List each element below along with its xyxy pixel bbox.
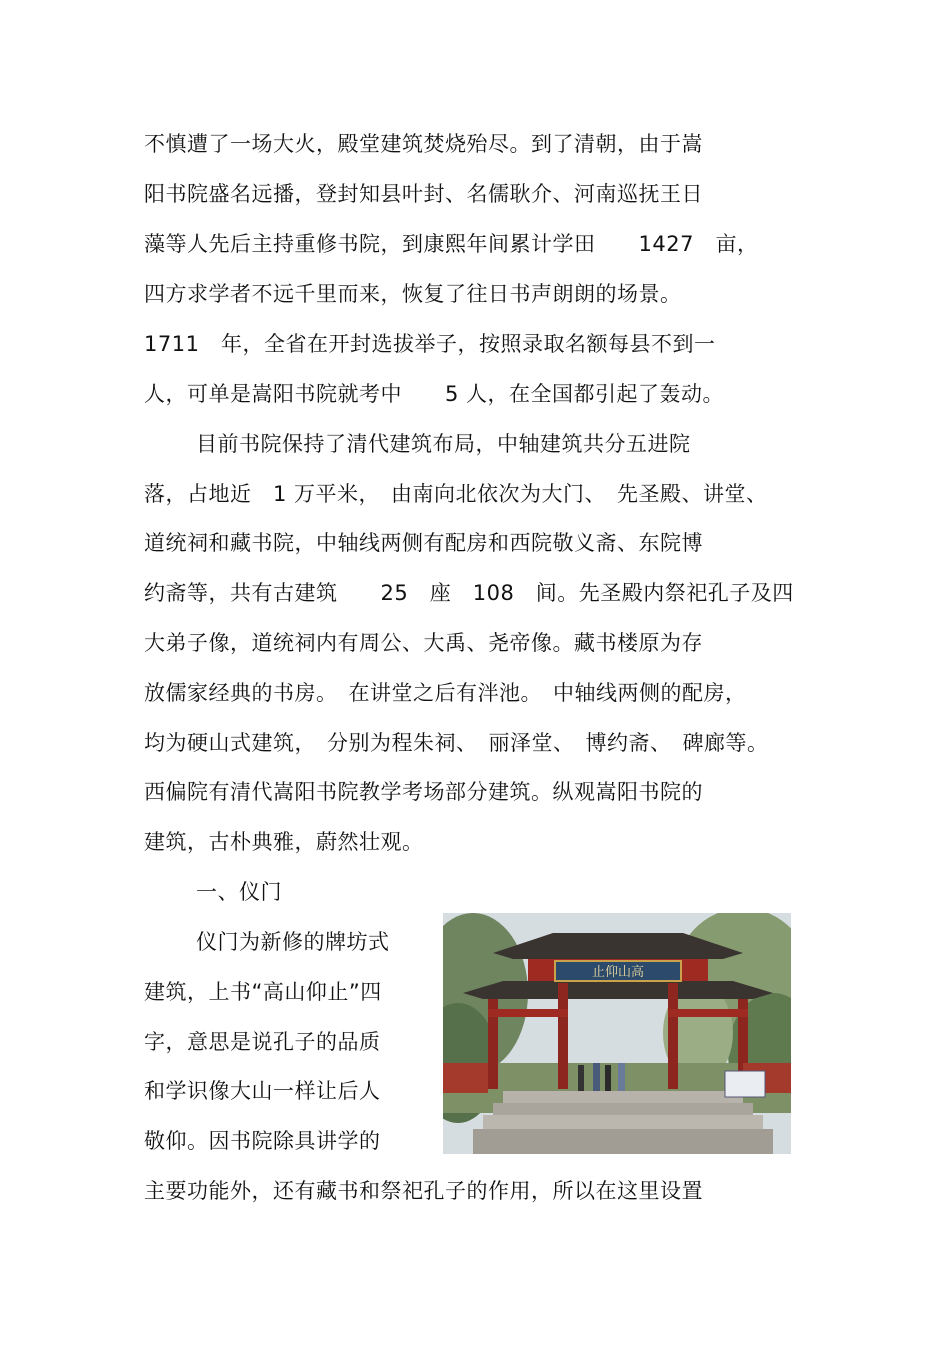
text-line: 敬仰。因书院除具讲学的 — [144, 1129, 381, 1153]
text-line: 约斋等，共有古建筑 25 座 108 间。先圣殿内祭祀孔子及四 — [144, 581, 794, 605]
text-line: 均为硬山式建筑， 分别为程朱祠、 丽泽堂、 博约斋、 碑廊等。 — [144, 731, 769, 755]
gate-illustration — [443, 913, 791, 1154]
text-line: 建筑，古朴典雅，蔚然壮观。 — [144, 830, 424, 854]
text-line: 建筑，上书“高山仰止”四 — [144, 980, 382, 1004]
text-line: 字，意思是说孔子的品质 — [144, 1030, 381, 1054]
text-line: 主要功能外，还有藏书和祭祀孔子的作用，所以在这里设置 — [144, 1179, 703, 1203]
gate-photo — [443, 913, 791, 1154]
text-line: 放儒家经典的书房。 在讲堂之后有泮池。 中轴线两侧的配房， — [144, 681, 747, 705]
text-line: 四方求学者不远千里而来，恢复了往日书声朗朗的场景。 — [144, 282, 682, 306]
text-line: 人，可单是嵩阳书院就考中 5 人，在全国都引起了轰动。 — [144, 382, 725, 406]
text-line: 西偏院有清代嵩阳书院教学考场部分建筑。纵观嵩阳书院的 — [144, 780, 703, 804]
paragraph-start: 仪门为新修的牌坊式 — [196, 930, 390, 954]
gate-plaque-text: 止仰山高 — [591, 965, 645, 980]
section-heading: 一、仪门 — [196, 880, 282, 904]
text-line: 阳书院盛名远播，登封知县叶封、名儒耿介、河南巡抚王日 — [144, 182, 703, 206]
text-line: 1711 年，全省在开封选拔举子，按照录取名额每县不到一 — [144, 332, 716, 356]
text-line: 大弟子像，道统祠内有周公、大禹、尧帝像。藏书楼原为存 — [144, 631, 703, 655]
text-line: 和学识像大山一样让后人 — [144, 1079, 381, 1103]
paragraph-start: 目前书院保持了清代建筑布局，中轴建筑共分五进院 — [196, 432, 691, 456]
text-line: 藻等人先后主持重修书院，到康熙年间累计学田 1427 亩， — [144, 232, 759, 256]
text-line: 落，占地近 1 万平米， 由南向北依次为大门、 先圣殿、讲堂、 — [144, 482, 768, 506]
text-line: 道统祠和藏书院，中轴线两侧有配房和西院敬义斋、东院博 — [144, 531, 703, 555]
text-line: 不慎遭了一场大火，殿堂建筑焚烧殆尽。到了清朝，由于嵩 — [144, 132, 703, 156]
